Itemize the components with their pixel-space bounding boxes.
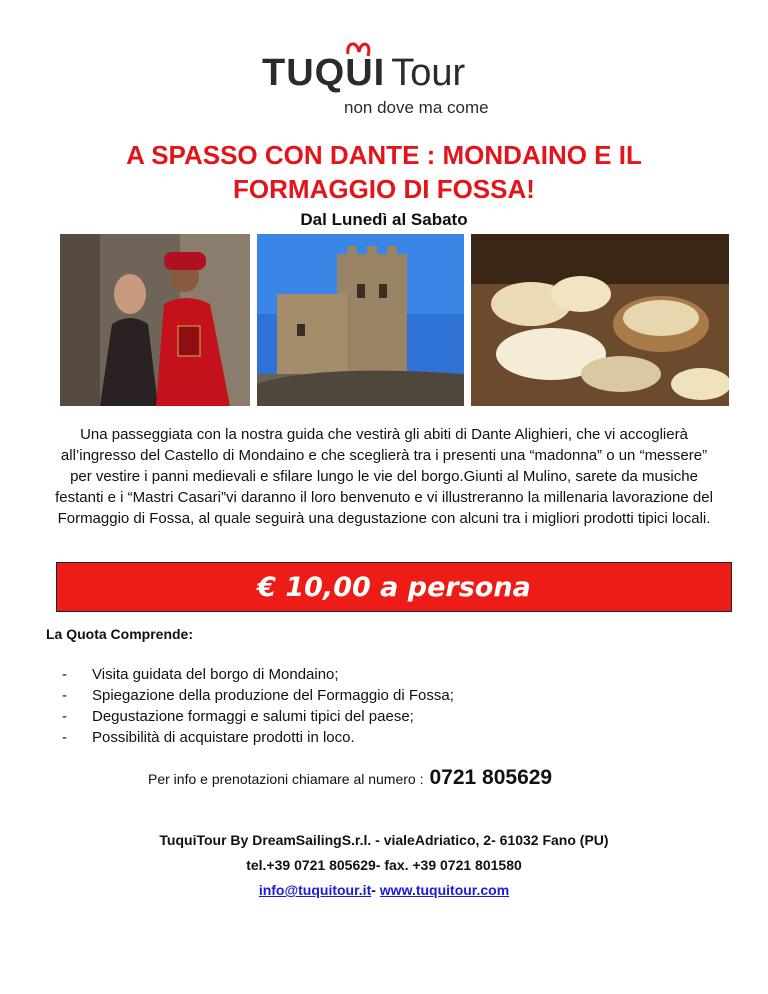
price-label: € 10,00 a persona xyxy=(257,571,531,603)
page-title xyxy=(60,138,708,206)
list-item: - Visita guidata del borgo di Mondaino; xyxy=(62,666,339,683)
brand-logo xyxy=(262,42,512,122)
link-separator: - xyxy=(371,882,380,898)
subtitle: Dal Lunedì al Sabato xyxy=(300,210,468,229)
included-list xyxy=(62,664,662,748)
logo-suffix: Tour xyxy=(391,52,466,94)
list-item: - Possibilità di acquistare prodotti in loco. xyxy=(62,729,355,746)
quota-heading: La Quota Comprende: xyxy=(46,626,194,642)
description-paragraph: Una passeggiata con la nostra guida che vestirà gli abiti di Dante Alighieri, che vi accoglierà all’ingresso del Castello di Mondaino e che sceglierà tra i presenti una “madonna” o un “messere” per vestire i panni medievali e sfilare lungo le vie del borgo.Giunti al Mulino, sarete da musiche festanti e i “Mastri Casari”vi daranno il loro benvenuto e vi illustreranno la millenaria lavorazione del Formaggio di Fossa, al quale seguirà una degustazione con alcuni tra i migliori prodotti tipici locali. xyxy=(55,426,713,527)
photo-castle xyxy=(257,234,464,406)
company-footer xyxy=(60,828,708,903)
title-line-1: A SPASSO CON DANTE : MONDAINO E IL xyxy=(126,140,642,170)
logo-tagline: non dove ma come xyxy=(344,98,489,117)
booking-label: Per info e prenotazioni chiamare al numero : xyxy=(148,771,424,787)
company-address: TuquiTour By DreamSailingS.r.l. - vialeAdriatico, 2- 61032 Fano (PU) xyxy=(159,832,609,848)
photo-dante-guide xyxy=(60,234,250,406)
website-link[interactable]: www.tuquitour.com xyxy=(379,882,510,898)
list-item: - Spiegazione della produzione del Formaggio di Fossa; xyxy=(62,687,454,704)
photo-cheese xyxy=(471,234,729,406)
booking-info xyxy=(148,766,668,790)
title-line-2: FORMAGGIO DI FOSSA! xyxy=(233,174,535,204)
logo-brand: TUQUI xyxy=(262,52,386,94)
list-item: - Degustazione formaggi e salumi tipici del paese; xyxy=(62,708,414,725)
phone-number[interactable]: 0721 805629 xyxy=(429,766,553,789)
company-phone-fax: tel.+39 0721 805629- fax. +39 0721 801580 xyxy=(246,857,522,873)
price-banner xyxy=(56,562,732,612)
email-link[interactable]: info@tuquitour.it xyxy=(258,882,372,898)
